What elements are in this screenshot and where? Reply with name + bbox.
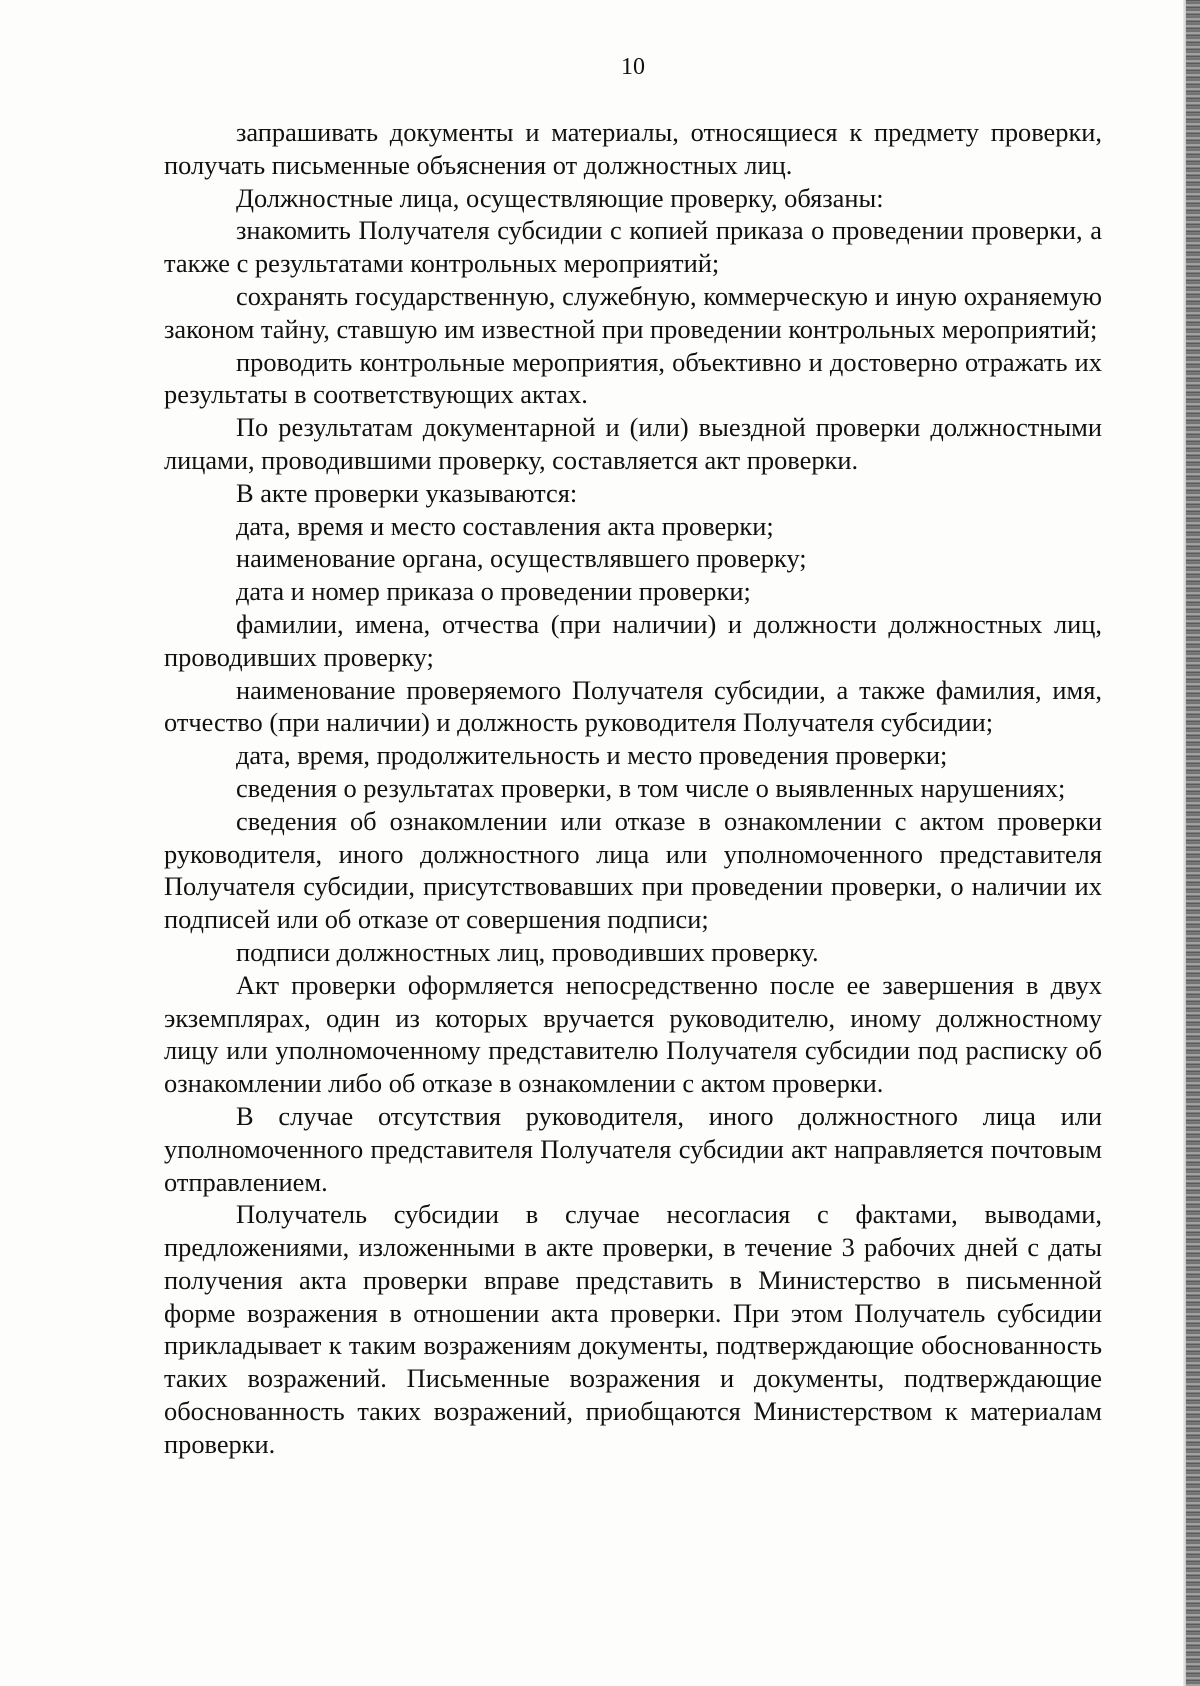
paragraph: запрашивать документы и материалы, относящиеся к предмету проверки, получать письменные объяснения от должностных лиц. (164, 117, 1102, 180)
document-body (164, 116, 1102, 1461)
paragraph: наименование проверяемого Получателя субсидии, а также фамилия, имя, отчество (при наличии) и должность руководителя Получателя субсидии; (164, 674, 1102, 738)
paragraph: фамилии, имена, отчества (при наличии) и должности должностных лиц, проводивших проверку; (164, 608, 1102, 672)
paragraph: Получатель субсидии в случае несогласия с фактами, выводами, предложениями, изложенными в акте проверки, в течение 3 рабочих дней с даты получения акта проверки вправе представить в Министерство в письменной форме возражения в отношении акта проверки. При этом Получатель субсидии прикладывает к таким возражениям документы, подтверждающие обоснованность таких возражений. Письменные возражения и документы, подтверждающие обоснованность таких возражений, приобщаются Министерством к материалам проверки. (164, 1199, 1102, 1459)
paragraph: сохранять государственную, служебную, коммерческую и иную охраняемую законом тайну, ставшую им известной при проведении контрольных мероприятий; (164, 280, 1102, 344)
paragraph: В случае отсутствия руководителя, иного должностного лица или уполномоченного представителя Получателя субсидии акт направляется почтовым отправлением. (164, 1100, 1102, 1197)
scan-edge (1186, 0, 1200, 1686)
page-number: 10 (621, 54, 645, 80)
paragraph: дата, время, продолжительность и место проведения проверки; (236, 740, 948, 771)
paragraph: По результатам документарной и (или) выездной проверки должностными лицами, проводившими проверку, составляется акт проверки. (164, 412, 1102, 475)
paragraph: проводить контрольные мероприятия, объективно и достоверно отражать их результаты в соответствующих актах. (164, 346, 1102, 410)
paragraph: сведения о результатах проверки, в том числе о выявленных нарушениях; (236, 772, 1066, 803)
paragraph: знакомить Получателя субсидии с копией приказа о проведении проверки, а также с результатами контрольных мероприятий; (164, 215, 1102, 279)
paragraph: В акте проверки указываются: (236, 477, 578, 508)
paragraph: наименование органа, осуществлявшего проверку; (236, 543, 807, 574)
paragraph: сведения об ознакомлении или отказе в ознакомлении с актом проверки руководителя, иного должностного лица или уполномоченного представителя Получателя субсидии, присутствовавших при проведении проверки, о наличии их подписей или об отказе от совершения подписи; (164, 805, 1102, 935)
paragraph: дата, время и место составления акта проверки; (236, 510, 774, 541)
paragraph: Должностные лица, осуществляющие проверку, обязаны: (236, 182, 884, 213)
paragraph: Акт проверки оформляется непосредственно после ее завершения в двух экземплярах, один из которых вручается руководителю, иному должностному лицу или уполномоченному представителю Получателя субсидии под расписку об ознакомлении либо об отказе в ознакомлении с актом проверки. (164, 969, 1102, 1099)
paragraph: дата и номер приказа о проведении проверки; (236, 576, 751, 607)
paragraph: подписи должностных лиц, проводивших проверку. (236, 936, 819, 967)
